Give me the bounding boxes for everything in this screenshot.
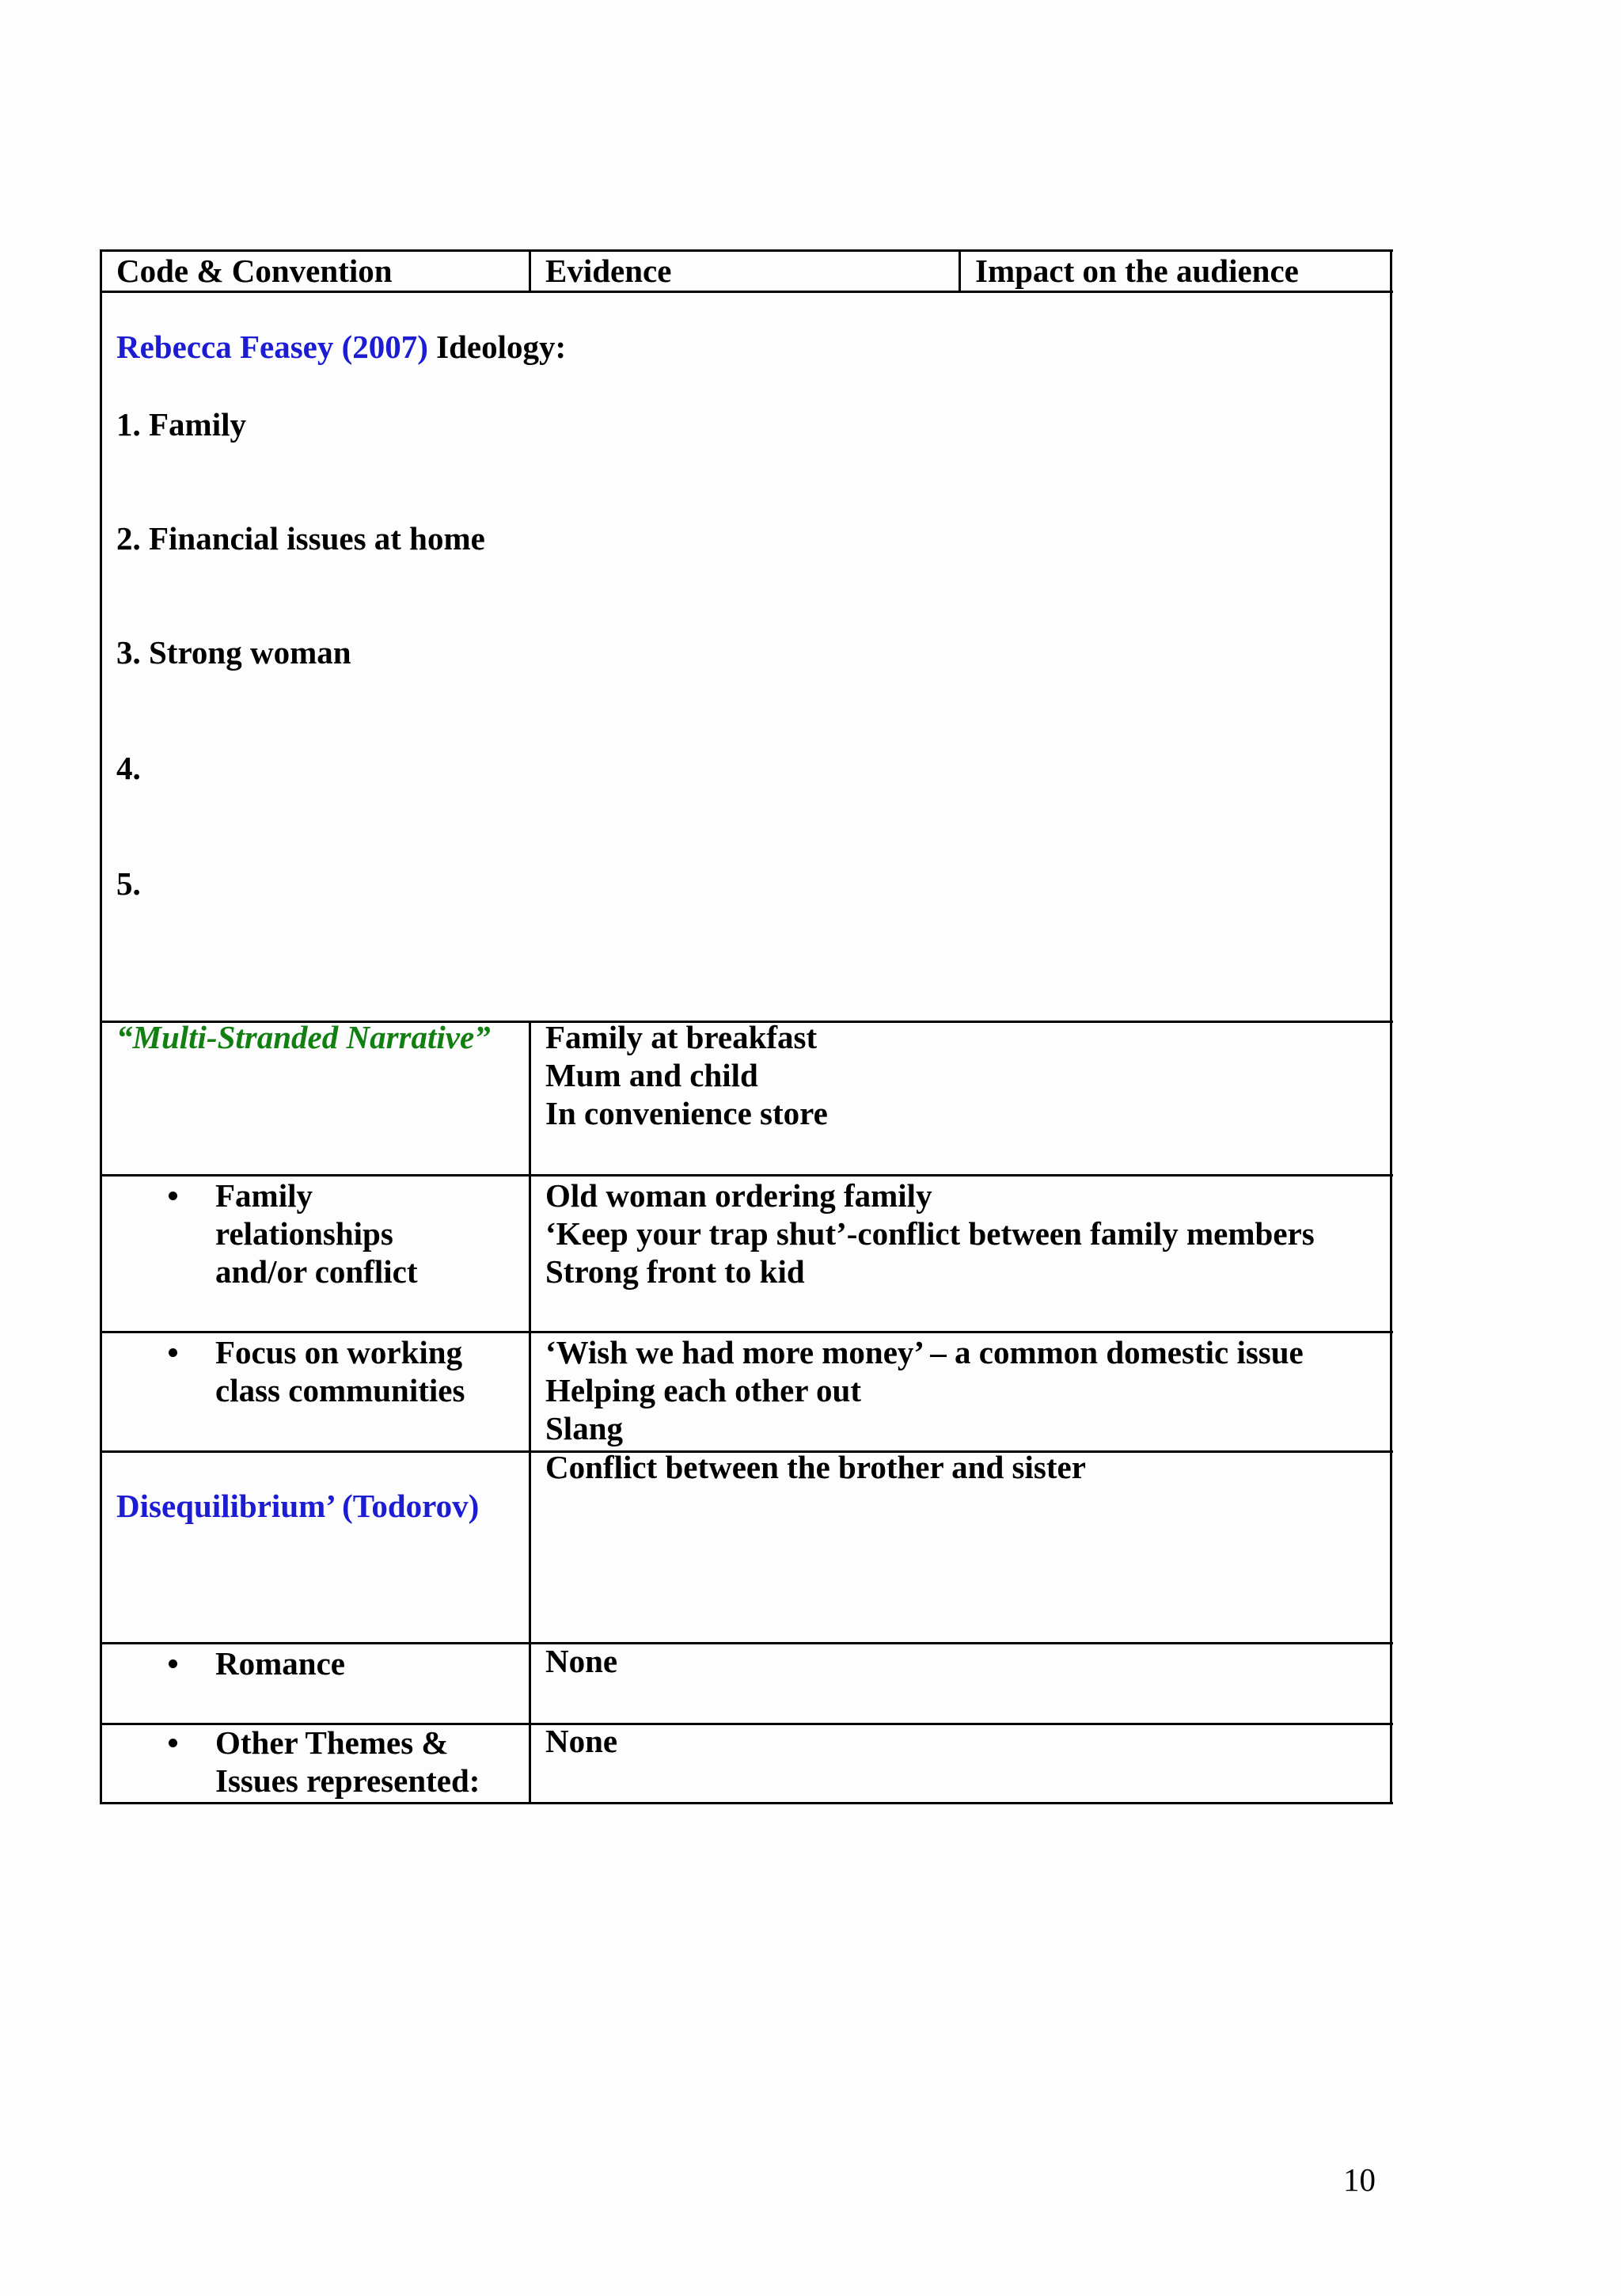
other-themes-evidence — [545, 1722, 617, 1760]
label-line: Issues represented: — [215, 1762, 480, 1799]
table-border-left — [100, 249, 102, 1804]
bullet-icon — [169, 1348, 177, 1357]
evidence-line: In convenience store — [545, 1095, 828, 1131]
label-line: and/or conflict — [215, 1253, 418, 1290]
label-line: Disequilibrium’ (Todorov) — [116, 1488, 480, 1524]
bullet-icon — [169, 1659, 177, 1668]
disequilibrium-evidence — [545, 1448, 1086, 1486]
ideology-item: 4. — [116, 750, 141, 786]
header-row-border — [100, 291, 1393, 293]
evidence-line: Strong front to kid — [545, 1253, 805, 1290]
evidence-line: None — [545, 1643, 618, 1679]
bullet-icon — [169, 1192, 177, 1200]
evidence-line: ‘Keep your trap shut’-conflict between family members — [545, 1215, 1315, 1252]
header-impact: Impact on the audience — [975, 253, 1299, 289]
label-line: relationships — [215, 1215, 393, 1252]
header-divider-2 — [959, 249, 961, 293]
header-divider-1 — [529, 249, 531, 293]
bullet-icon — [169, 1739, 177, 1747]
family-evidence — [545, 1177, 1315, 1291]
evidence-line: Helping each other out — [545, 1372, 861, 1408]
ideology-label: Ideology: — [427, 329, 567, 365]
header-evidence: Evidence — [545, 253, 672, 289]
evidence-line: Mum and child — [545, 1057, 758, 1093]
page-number: 10 — [1343, 2161, 1376, 2198]
table-border-bottom — [100, 1802, 1393, 1804]
other-themes-label — [215, 1724, 480, 1800]
label-line: class communities — [215, 1372, 465, 1408]
ideology-item: 3. Strong woman — [116, 634, 351, 671]
evidence-line: Family at breakfast — [545, 1019, 818, 1055]
narrative-label-text: “Multi-Stranded Narrative” — [116, 1019, 491, 1055]
working-class-label — [215, 1333, 465, 1409]
evidence-line: Slang — [545, 1410, 623, 1446]
evidence-line: None — [545, 1723, 618, 1759]
evidence-line: Conflict between the brother and sister — [545, 1449, 1086, 1485]
ideology-item: 2. Financial issues at home — [116, 520, 485, 557]
label-line: Romance — [215, 1645, 345, 1682]
label-line: Other Themes & — [215, 1724, 449, 1761]
working-class-evidence — [545, 1333, 1304, 1447]
romance-evidence — [545, 1642, 617, 1680]
ideology-item: 1. Family — [116, 406, 246, 443]
header-code-convention: Code & Convention — [116, 253, 393, 289]
table-border-right — [1390, 249, 1392, 1804]
narrative-evidence — [545, 1018, 828, 1132]
column-divider — [529, 1021, 531, 1804]
ideology-author: Rebecca Feasey (2007) — [116, 329, 428, 365]
ideology-heading — [116, 328, 566, 366]
evidence-line: ‘Wish we had more money’ – a common domestic issue — [545, 1334, 1304, 1370]
label-line: Focus on working — [215, 1334, 463, 1370]
romance-label — [215, 1644, 345, 1682]
disequilibrium-label — [116, 1487, 479, 1525]
narrative-label — [116, 1018, 491, 1056]
label-line: Family — [215, 1177, 313, 1214]
ideology-item: 5. — [116, 865, 141, 902]
family-label — [215, 1177, 418, 1291]
evidence-line: Old woman ordering family — [545, 1177, 932, 1214]
